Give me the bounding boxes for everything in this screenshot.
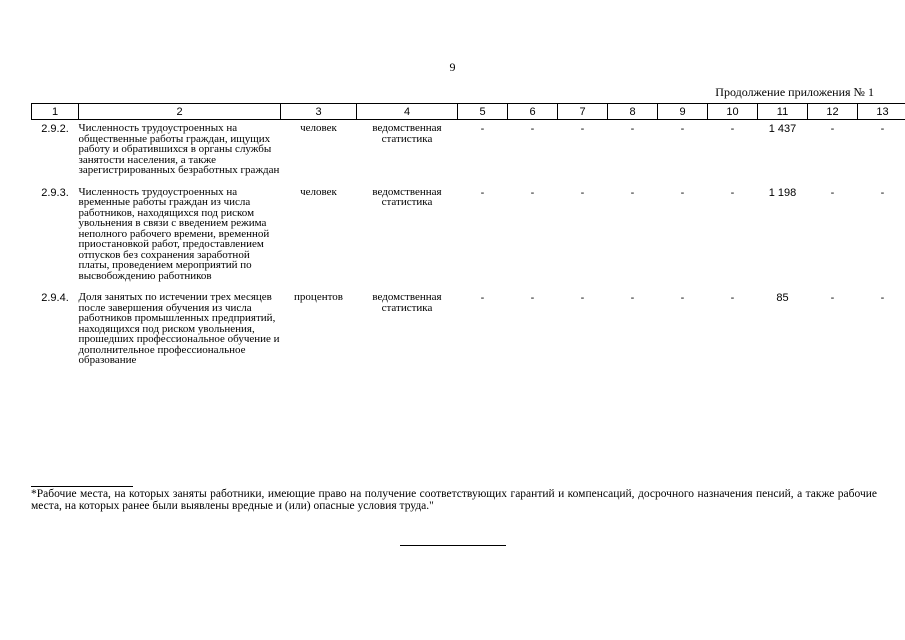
value-cell: - — [580, 186, 585, 199]
row-number: 2.9.4. — [41, 292, 69, 304]
value-cell: - — [480, 292, 485, 304]
column-header: 12 — [808, 104, 858, 120]
indicators-table — [31, 103, 905, 374]
table-row — [32, 184, 905, 290]
value-cell: 1 437 — [768, 123, 797, 135]
row-number: 2.9.2. — [41, 123, 69, 135]
value-cell: - — [830, 292, 835, 304]
value-cell: 85 — [776, 292, 789, 304]
header-row — [32, 104, 905, 120]
table-row — [32, 120, 905, 184]
value-cell: - — [580, 123, 585, 135]
value-cell: - — [880, 186, 885, 199]
source-cell: ведомственная статистика — [372, 185, 442, 208]
value-cell: - — [730, 292, 735, 304]
value-cell: - — [530, 186, 535, 199]
unit-cell: процентов — [294, 291, 343, 303]
column-header: 3 — [281, 104, 357, 120]
column-header: 8 — [608, 104, 658, 120]
column-header: 6 — [508, 104, 558, 120]
column-header: 2 — [79, 104, 281, 120]
unit-cell: человек — [300, 122, 337, 134]
value-cell: - — [730, 186, 735, 199]
column-header: 7 — [558, 104, 608, 120]
value-cell: 1 198 — [768, 186, 797, 199]
unit-cell: человек — [300, 185, 337, 198]
footnote-separator — [31, 486, 133, 487]
value-cell: - — [480, 186, 485, 199]
column-header: 4 — [357, 104, 458, 120]
value-cell: - — [630, 123, 635, 135]
footnote: *Рабочие места, на которых заняты работники, имеющие право на получение соответствующих гарантий и компенсаций, досрочного назначения пенсий, а также рабочие места, на которых ранее были выявлены вредные и (или) опасные условия труда." — [31, 488, 877, 512]
source-cell: ведомственная статистика — [372, 122, 442, 145]
indicator-name: Численность трудоустроенных на временные работы граждан из числа работников, находящихся под риском увольнения в связи с введением режима неполного рабочего времени, временной приостановкой работ, предоставлением отпусков без сохранения заработной платы, проведением мероприятий по высвобождению работников — [78, 185, 270, 282]
indicator-name: Численность трудоустроенных на общественные работы граждан, ищущих работу и обратившихся в органы службы занятости населения, а также зарегистрированных безработных граждан — [78, 122, 280, 176]
value-cell: - — [630, 292, 635, 304]
column-header: 1 — [32, 104, 79, 120]
value-cell: - — [530, 123, 535, 135]
value-cell: - — [580, 292, 585, 304]
column-header: 10 — [708, 104, 758, 120]
value-cell: - — [680, 186, 685, 199]
end-separator — [400, 545, 506, 546]
row-number: 2.9.3. — [41, 186, 69, 199]
column-header: 11 — [758, 104, 808, 120]
value-cell: - — [880, 123, 885, 135]
page-number: 9 — [449, 60, 456, 74]
column-header: 5 — [458, 104, 508, 120]
value-cell: - — [880, 292, 885, 304]
column-header: 13 — [858, 104, 905, 120]
value-cell: - — [730, 123, 735, 135]
value-cell: - — [530, 292, 535, 304]
value-cell: - — [680, 123, 685, 135]
table-row — [32, 289, 905, 374]
column-header: 9 — [658, 104, 708, 120]
value-cell: - — [630, 186, 635, 199]
value-cell: - — [480, 123, 485, 135]
continuation-title: Продолжение приложения № 1 — [715, 85, 874, 99]
value-cell: - — [830, 186, 835, 199]
value-cell: - — [830, 123, 835, 135]
source-cell: ведомственная статистика — [372, 291, 442, 314]
value-cell: - — [680, 292, 685, 304]
indicator-name: Доля занятых по истечении трех месяцев после завершения обучения из числа работников промышленных предприятий, находящихся под риском увольнения, прошедших профессиональное обучение и дополнительное профессиональное образование — [78, 291, 280, 366]
